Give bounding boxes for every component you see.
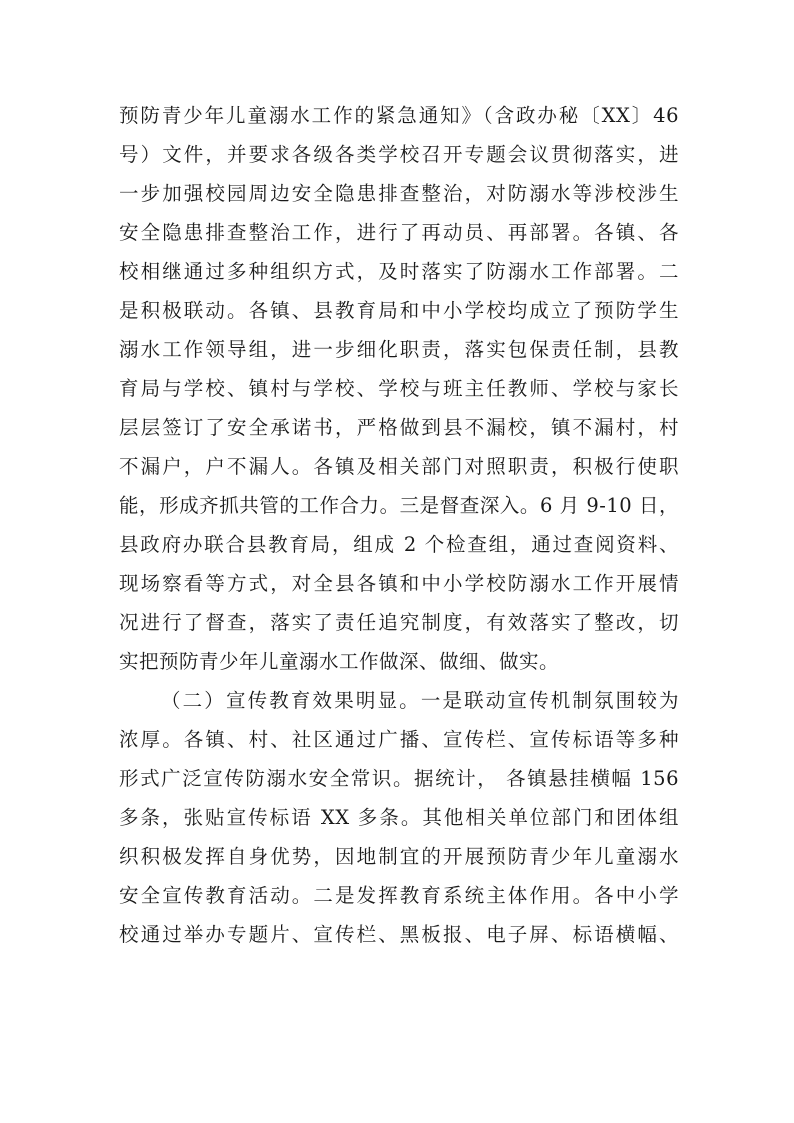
text-line: 溺水工作领导组，进一步细化职责，落实包保责任制，县教 xyxy=(119,338,679,361)
section-heading-line: （二）宣传教育效果明显。一是联动宣传机制氛围较为 xyxy=(161,689,679,712)
text-line: 层层签订了安全承诺书，严格做到县不漏校，镇不漏村，村 xyxy=(119,416,679,439)
text-line: 预防青少年儿童溺水工作的紧急通知》（含政办秘〔XX〕46 xyxy=(119,104,679,127)
document-body xyxy=(119,96,679,954)
text-line: 安全隐患排查整治工作，进行了再动员、再部署。各镇、各 xyxy=(119,221,679,244)
text-line: 县政府办联合县教育局，组成 2 个检查组，通过查阅资料、 xyxy=(119,533,679,556)
text-line: 一步加强校园周边安全隐患排查整治，对防溺水等涉校涉生 xyxy=(119,182,679,205)
text-line: 织积极发挥自身优势，因地制宜的开展预防青少年儿童溺水 xyxy=(119,845,679,868)
text-line: 浓厚。各镇、村、社区通过广播、宣传栏、宣传标语等多种 xyxy=(119,728,679,751)
text-line: 安全宣传教育活动。二是发挥教育系统主体作用。各中小学 xyxy=(119,884,679,907)
text-line: 不漏户，户不漏人。各镇及相关部门对照职责，积极行使职 xyxy=(119,455,679,478)
text-line: 现场察看等方式，对全县各镇和中小学校防溺水工作开展情 xyxy=(119,572,679,595)
text-line: 形式广泛宣传防溺水安全常识。据统计， 各镇悬挂横幅 156 xyxy=(119,767,679,790)
text-line: 能，形成齐抓共管的工作合力。三是督查深入。6 月 9-10 日， xyxy=(119,494,679,517)
text-line: 是积极联动。各镇、县教育局和中小学校均成立了预防学生 xyxy=(119,299,679,322)
text-line: 多条，张贴宣传标语 XX 多条。其他相关单位部门和团体组 xyxy=(119,806,679,829)
text-line: 校通过举办专题片、宣传栏、黑板报、电子屏、标语横幅、 xyxy=(119,923,679,946)
text-line: 育局与学校、镇村与学校、学校与班主任教师、学校与家长 xyxy=(119,377,679,400)
text-line: 号）文件，并要求各级各类学校召开专题会议贯彻落实，进 xyxy=(119,143,679,166)
text-line: 校相继通过多种组织方式，及时落实了防溺水工作部署。二 xyxy=(119,260,679,283)
text-line: 况进行了督查，落实了责任追究制度，有效落实了整改，切 xyxy=(119,611,679,634)
paragraph-end-line: 实把预防青少年儿童溺水工作做深、做细、做实。 xyxy=(119,650,560,673)
